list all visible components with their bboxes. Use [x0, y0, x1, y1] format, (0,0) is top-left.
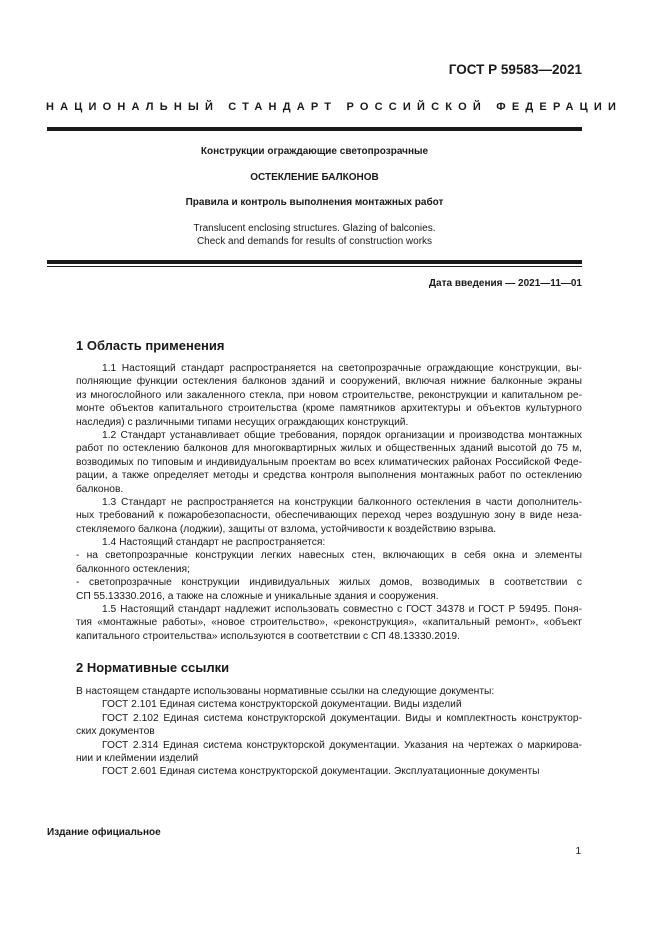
title-rule-thick	[47, 260, 582, 264]
document-number: ГОСТ Р 59583—2021	[448, 62, 582, 77]
text-line: - на светопрозрачные конструкции легких навесных стен, включающих в себя окна и элементы	[76, 550, 582, 562]
title-line-2: ОСТЕКЛЕНИЕ БАЛКОНОВ	[250, 172, 379, 183]
text-line: ГОСТ 2.101 Единая система конструкторской документации. Виды изделий	[102, 699, 462, 711]
text-line: наследия) с различными типами несущих ограждающих конструкций.	[76, 416, 409, 428]
text-line: ских документов	[76, 726, 155, 738]
text-line: полняющие функции остекления балконов зданий и сооружений, включая нижние балконные экраны	[76, 376, 582, 388]
text-line: балконов.	[76, 483, 124, 495]
title-rule-thin	[47, 266, 582, 267]
text-line: балконного остекления;	[76, 563, 190, 575]
national-standard-banner: НАЦИОНАЛЬНЫЙ СТАНДАРТ РОССИЙСКОЙ ФЕДЕРАЦИИ	[46, 101, 623, 113]
text-line: ных требований к пожаробезопасности, обеспечивающих переход через воздушную зону в виде неза-	[76, 510, 582, 522]
english-title-line-1: Translucent enclosing structures. Glazing of balconies.	[193, 223, 436, 234]
text-line: стекляемого балкона (лоджии), защиты от взлома, устойчивости к воздействию взрыва.	[76, 523, 497, 535]
page-number: 1	[575, 846, 581, 857]
section-2-body	[76, 685, 582, 779]
text-line: 1.1 Настоящий стандарт распространяется на светопрозрачные ограждающие конструкции, вы-	[102, 363, 582, 374]
text-line: 1.5 Настоящий стандарт надлежит использовать совместно с ГОСТ 34378 и ГОСТ Р 59495. Поня-	[102, 604, 582, 616]
text-line: ГОСТ 2.102 Единая система конструкторской документации. Виды и комплектность конструктор-	[102, 712, 582, 724]
official-edition-label: Издание официальное	[47, 827, 161, 838]
introduction-date: Дата введения — 2021—11—01	[428, 278, 582, 289]
header-rule	[47, 127, 582, 131]
english-title-line-2: Check and demands for results of construction works	[196, 236, 433, 247]
text-line: тия «монтажные работы», «новое строительство», «реконструкция», «капитальный ремонт», «объект	[76, 617, 582, 629]
text-line: из многослойного или закаленного стекла, при новом строительстве, реконструкции и капитальном ре-	[76, 389, 582, 401]
section-1-heading: 1 Область применения	[76, 338, 225, 353]
text-line: 1.4 Настоящий стандарт не распространяется:	[102, 537, 326, 549]
text-line: ГОСТ 2.314 Единая система конструкторской документации. Указания на чертежах о маркирова-	[102, 739, 582, 751]
text-line: возводимых по типовым и индивидуальным проектам во всех климатических районах Российской Феде-	[76, 456, 582, 468]
text-line: ГОСТ 2.601 Единая система конструкторской документации. Эксплуатационные документы	[102, 766, 540, 778]
text-line: капитального строительства» используются в соответствии с СП 48.13330.2019.	[76, 630, 460, 642]
section-2-heading: 2 Нормативные ссылки	[76, 660, 230, 675]
text-line: - светопрозрачные конструкции индивидуальных жилых домов, возводимых в соответствии с	[76, 577, 582, 589]
text-line: работ по остеклению балконов для многоквартирных жилых и общественных зданий высотой до 75 м,	[76, 443, 582, 455]
title-line-1: Конструкции ограждающие светопрозрачные	[200, 146, 429, 157]
text-line: монте объектов капитального строительства (кроме памятников архитектуры и объектов культурного	[76, 403, 582, 415]
title-line-3: Правила и контроль выполнения монтажных работ	[185, 197, 444, 208]
text-line: 1.2 Стандарт устанавливает общие требования, порядок организации и производства монтажных	[102, 429, 582, 441]
text-line: рации, а также определяет методы и средства контроля выполнения монтажных работ по остеклению	[76, 470, 582, 482]
text-line: СП 55.13330.2016, а также на сложные и уникальные здания и сооружения.	[76, 590, 439, 602]
text-line: 1.3 Стандарт не распространяется на конструкции балконного остекления в части дополнитель-	[102, 496, 582, 508]
section-1-body	[76, 362, 582, 643]
text-line: В настоящем стандарте использованы нормативные ссылки на следующие документы:	[76, 686, 495, 697]
text-line: нии и клеймении изделий	[76, 752, 199, 764]
